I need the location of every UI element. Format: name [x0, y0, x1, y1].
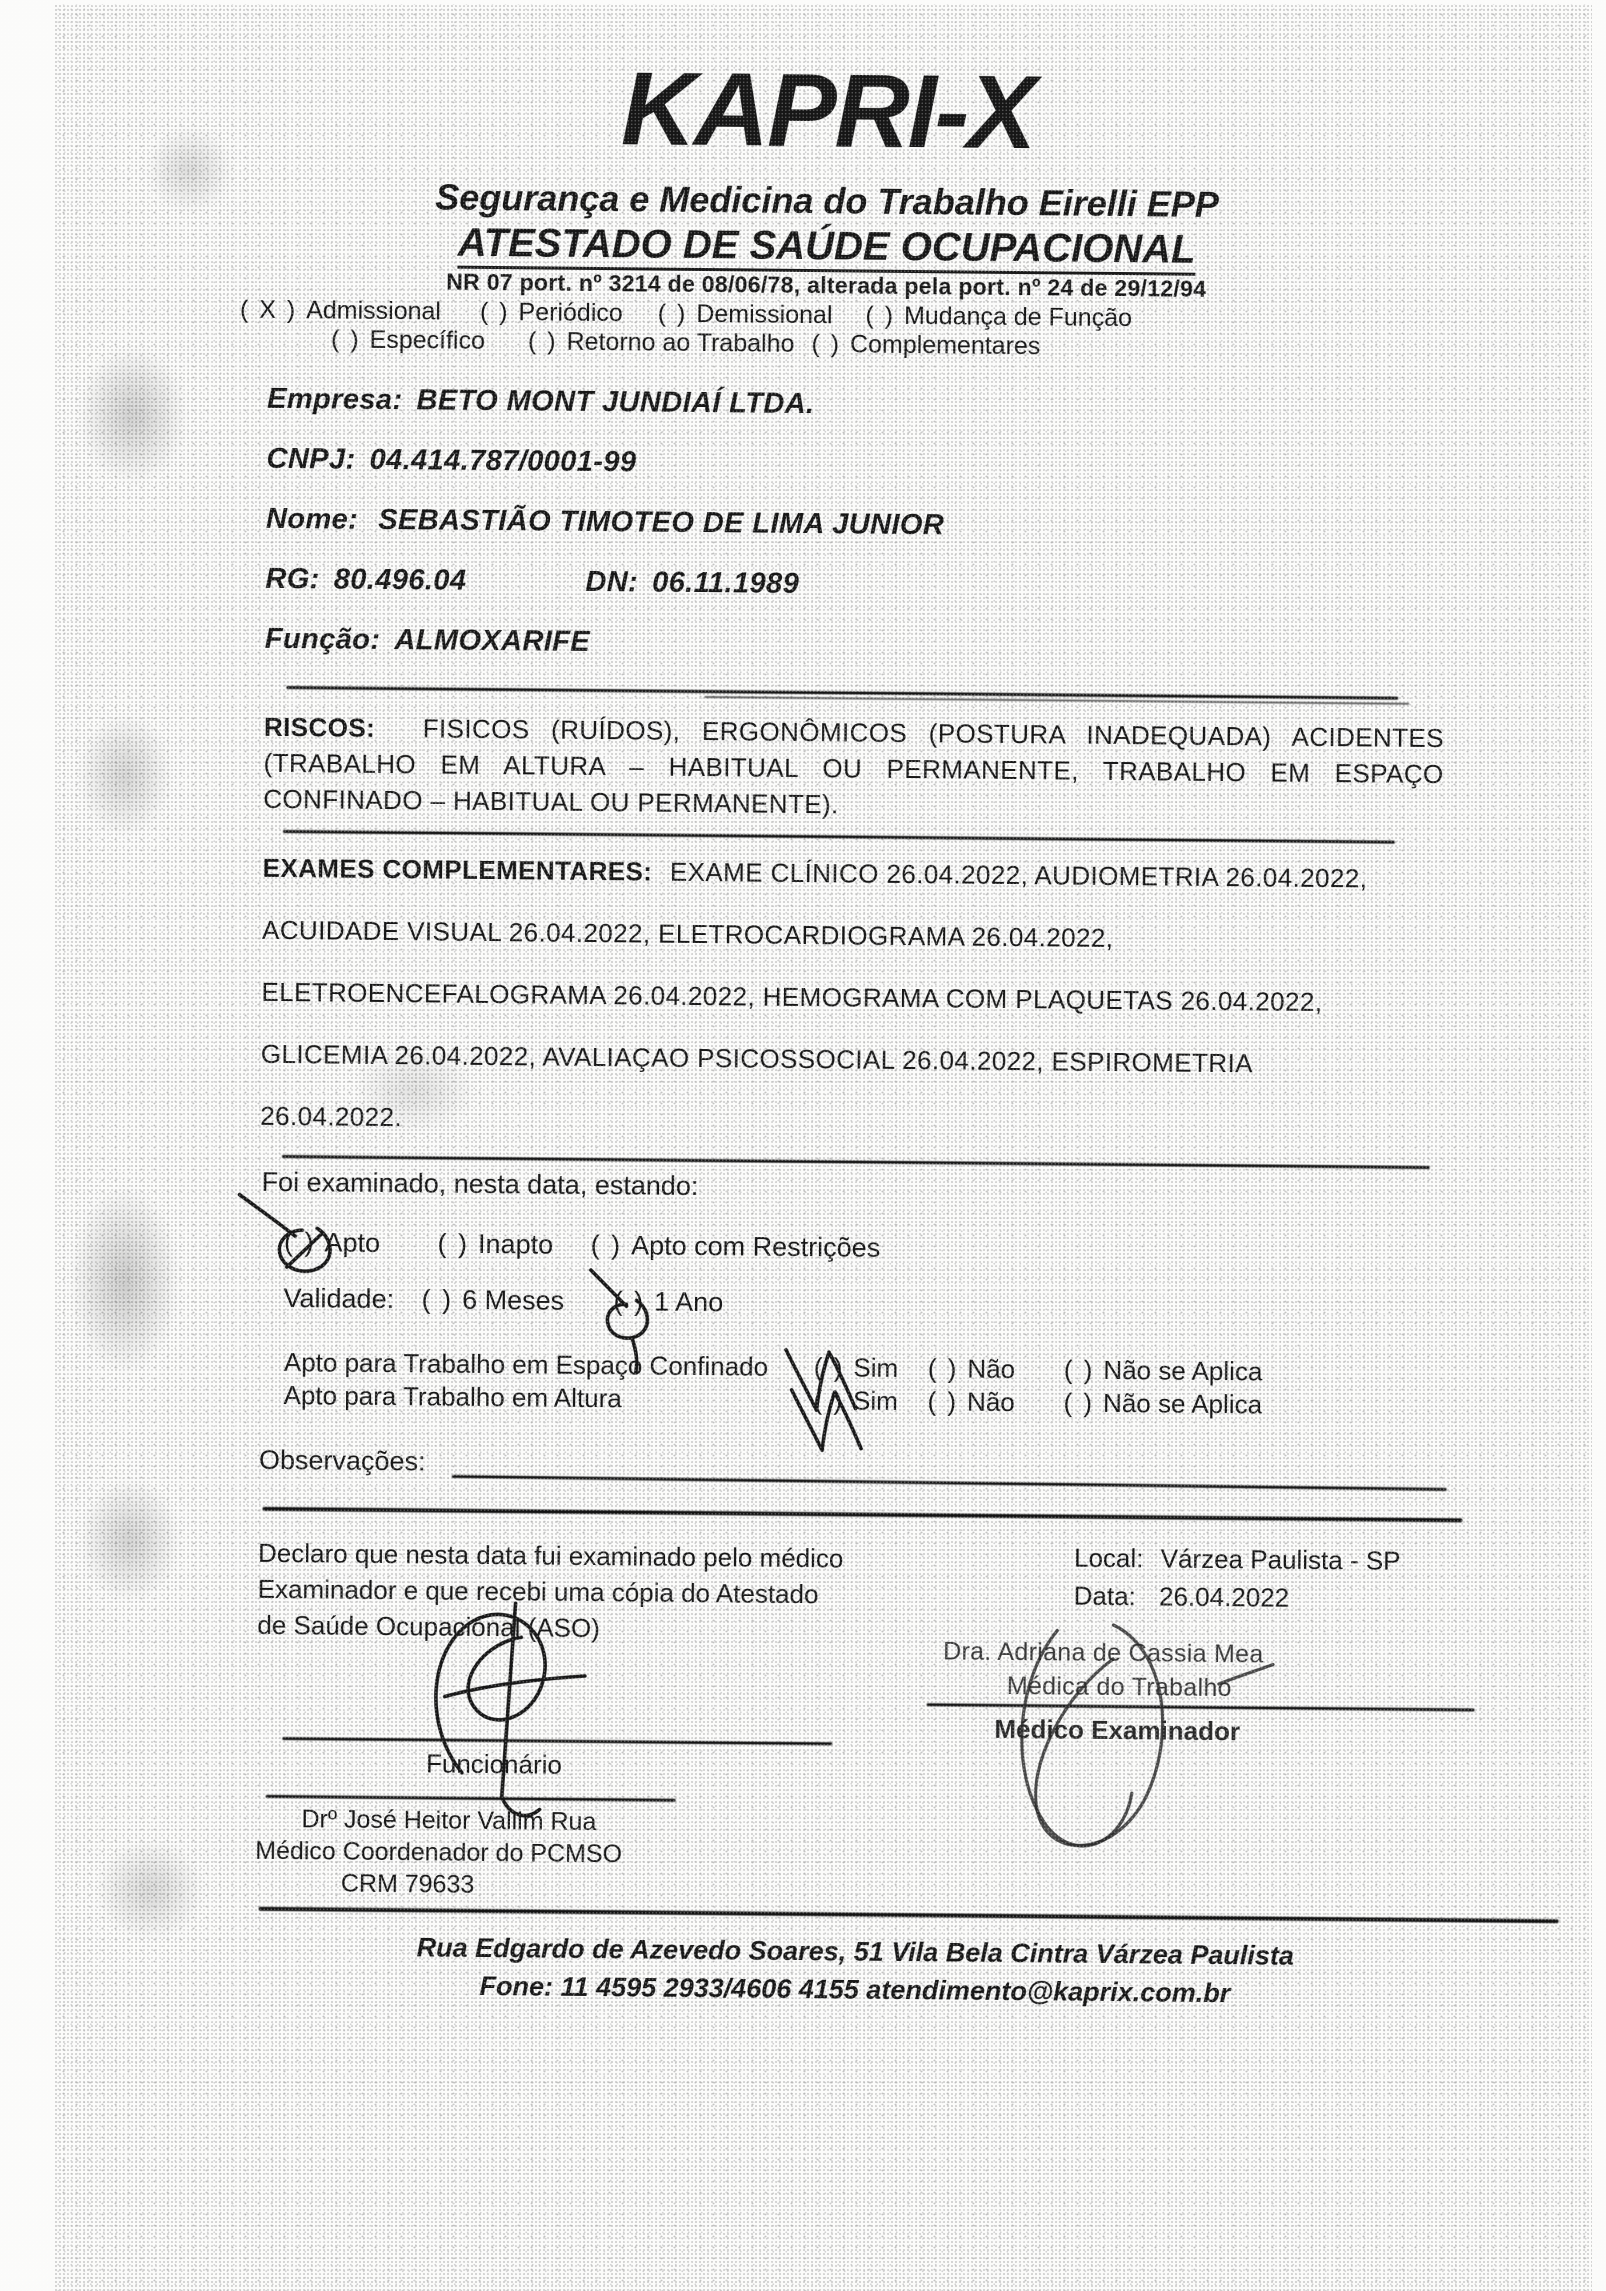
footer-address: Rua Edgardo de Azevedo Soares, 51 Vila Bela Cintra Várzea Paulista — [416, 1932, 1295, 1971]
document-title: ATESTADO DE SAÚDE OCUPACIONAL — [457, 221, 1195, 276]
checkbox-1-ano — [613, 1286, 723, 1318]
checkbox-demissional — [658, 300, 833, 331]
checkbox-nao-se-aplica — [1063, 1388, 1262, 1421]
footer-separator-line — [259, 1907, 1559, 1923]
checkbox-retorno-trabalho — [528, 327, 795, 359]
separator-line — [283, 830, 1395, 844]
exams-line: ELETROENCEFALOGRAMA 26.04.2022, HEMOGRAMA COM PLAQUETAS 26.04.2022, — [261, 976, 1323, 1017]
checkbox-complementares — [811, 330, 1040, 361]
coordinator-signature-line — [266, 1795, 676, 1802]
risks-label: RISCOS: — [263, 711, 376, 743]
checkbox-label: Apto — [324, 1227, 381, 1258]
field-value: SEBASTIÃO TIMOTEO DE LIMA JUNIOR — [378, 503, 945, 542]
checkbox-nao — [927, 1386, 1015, 1418]
checkbox-label: Não — [966, 1386, 1015, 1418]
status-options-row — [284, 1227, 880, 1264]
field-value: 80.496.04 — [333, 563, 467, 597]
observations-label: Observações: — [258, 1444, 426, 1477]
checkbox-mark: ( ) — [330, 325, 361, 354]
regulation-line: NR 07 port. nº 3214 de 08/06/78, alterada pela port. nº 24 de 29/12/94 — [446, 268, 1207, 302]
declaration-line: de Saúde Ocupacional (ASO) — [257, 1609, 601, 1644]
risks-text: FISICOS (RUÍDOS), ERGONÔMICOS (POSTURA INADEQUADA) ACIDENTES (TRABALHO EM ALTURA – HABITUAL OU PERMANENTE, TRABALHO EM ESPAÇO CONFINADO – HABITUAL OU PERMANENTE). — [263, 713, 1445, 820]
aptitude-label: Apto para Trabalho em Altura — [283, 1380, 622, 1414]
checkbox-mark: ( X ) — [239, 295, 298, 325]
checkbox-label: Sim — [853, 1352, 899, 1383]
company-subtitle: Segurança e Medicina do Trabalho Eirelli EPP — [435, 176, 1220, 225]
checkbox-sim — [814, 1352, 899, 1384]
checkbox-mark: ( ) — [811, 330, 842, 359]
field-value: 04.414.787/0001-99 — [369, 443, 637, 479]
declaration-line: Declaro que nesta data fui examinado pelo médico — [257, 1537, 844, 1574]
exams-line: 26.04.2022. — [260, 1100, 403, 1133]
examiner-stamp-name: Dra. Adriana de Cassia Mea — [943, 1637, 1264, 1669]
checkbox-nao-se-aplica — [1064, 1355, 1263, 1388]
checkbox-mark: ( ) — [527, 327, 558, 356]
field-label: CNPJ: — [266, 442, 356, 476]
separator-line — [282, 1155, 1430, 1169]
observations-blank-line — [262, 1507, 1462, 1523]
checkbox-label: Mudança de Função — [903, 301, 1133, 333]
checkbox-label: 1 Ano — [653, 1286, 724, 1318]
exams-line: ACUIDADE VISUAL 26.04.2022, ELETROCARDIOGRAMA 26.04.2022, — [261, 914, 1114, 953]
checkbox-mark: ( ) — [813, 1385, 845, 1416]
exams-label: EXAMES COMPLEMENTARES: — [262, 852, 653, 887]
field-cnpj — [266, 443, 636, 480]
checkbox-especifico — [331, 325, 485, 355]
declaration-paragraph — [257, 1535, 843, 1649]
checkbox-label: 6 Meses — [461, 1284, 565, 1316]
checkbox-label: Complementares — [849, 330, 1041, 361]
coordinator-name: Drº José Heitor Vallim Rua — [301, 1805, 597, 1837]
checkbox-mudanca-funcao — [865, 302, 1132, 334]
checkbox-mark: ( ) — [927, 1353, 959, 1384]
aptitude-label: Apto para Trabalho em Espaço Confinado — [283, 1347, 769, 1382]
checkbox-mark: ( ) — [437, 1228, 470, 1259]
field-label: RG: — [265, 562, 320, 596]
checkbox-periodico — [480, 298, 623, 328]
validity-row — [283, 1283, 723, 1318]
checkbox-label: Não se Aplica — [1102, 1387, 1263, 1420]
local-label: Local: — [1073, 1542, 1144, 1574]
field-label: Empresa: — [266, 382, 403, 417]
footer-contact: Fone: 11 4595 2933/4606 4155 atendimento@kaprix.com.br — [479, 1970, 1231, 2009]
examiner-signature-caption: Médico Examinador — [994, 1713, 1241, 1747]
checkbox-mark: ( ) — [479, 297, 510, 327]
checkbox-label: Admissional — [306, 296, 442, 326]
field-label: DN: — [585, 565, 639, 599]
examiner-signature-line — [927, 1703, 1475, 1711]
employee-signature-line — [282, 1737, 832, 1745]
company-logo: KAPRI-X — [620, 51, 1036, 172]
employee-signature-caption: Funcionário — [425, 1748, 563, 1780]
validity-label: Validade: — [283, 1283, 395, 1315]
field-dn — [585, 566, 799, 601]
local-value: Várzea Paulista - SP — [1160, 1543, 1401, 1576]
examiner-stamp-role: Médica do Trabalho — [1006, 1671, 1232, 1703]
field-label: Nome: — [265, 502, 359, 536]
declaration-line: Examinador e que recebi uma cópia do Atestado — [257, 1573, 819, 1610]
checkbox-mark: ( ) — [1063, 1354, 1095, 1385]
checkbox-mark: ( ) — [927, 1386, 959, 1417]
field-value: 06.11.1989 — [651, 566, 800, 600]
local-field — [1074, 1543, 1401, 1577]
checkbox-label: Não — [967, 1353, 1016, 1385]
checkbox-nao — [928, 1353, 1016, 1385]
checkbox-mark: ( ) — [590, 1229, 623, 1261]
date-field — [1074, 1581, 1290, 1614]
checkbox-6-meses — [421, 1284, 564, 1316]
risks-paragraph — [263, 709, 1444, 828]
checkbox-label: Sim — [852, 1385, 899, 1416]
checkbox-label: Não se Aplica — [1103, 1354, 1263, 1387]
date-label: Data: — [1073, 1580, 1136, 1612]
checkbox-mark: ( ) — [813, 1352, 845, 1383]
checkbox-label: Retorno ao Trabalho — [566, 327, 795, 358]
field-label: Função: — [264, 622, 381, 656]
checkbox-apto — [284, 1227, 380, 1259]
date-value: 26.04.2022 — [1158, 1581, 1290, 1613]
field-nome — [266, 503, 944, 543]
checkbox-label: Específico — [369, 325, 486, 355]
coordinator-role: Médico Coordenador do PCMSO — [255, 1836, 623, 1869]
checkbox-label: Apto com Restrições — [630, 1230, 881, 1263]
checkbox-label: Inapto — [477, 1228, 554, 1260]
exams-text: EXAME CLÍNICO 26.04.2022, AUDIOMETRIA 26.04.2022, — [669, 856, 1368, 894]
checkbox-mark: ( ) — [421, 1284, 454, 1315]
field-funcao — [265, 623, 591, 659]
checkbox-sim — [813, 1385, 898, 1417]
checkbox-mark: ( ) — [283, 1227, 316, 1258]
checkbox-admissional — [240, 296, 441, 327]
field-value: ALMOXARIFE — [394, 624, 591, 658]
checkbox-mark: ( ) — [1063, 1387, 1095, 1418]
exams-line — [262, 853, 1367, 895]
exams-line: GLICEMIA 26.04.2022, AVALIAÇAO PSICOSSOCIAL 26.04.2022, ESPIROMETRIA — [260, 1038, 1254, 1079]
observations-blank-line — [452, 1475, 1447, 1491]
field-empresa — [267, 383, 815, 421]
checkbox-mark: ( ) — [613, 1286, 646, 1317]
coordinator-crm: CRM 79633 — [340, 1869, 475, 1899]
checkbox-apto-restricoes — [591, 1230, 881, 1264]
checkbox-label: Demissional — [696, 299, 833, 330]
field-value: BETO MONT JUNDIAÍ LTDA. — [416, 384, 815, 421]
checkbox-mark: ( ) — [865, 301, 896, 330]
checkbox-inapto — [437, 1228, 553, 1260]
examination-intro: Foi examinado, nesta data, estando: — [261, 1166, 699, 1201]
checkbox-mark: ( ) — [657, 299, 688, 328]
field-rg-dn — [265, 562, 800, 600]
checkbox-label: Periódico — [518, 298, 623, 328]
